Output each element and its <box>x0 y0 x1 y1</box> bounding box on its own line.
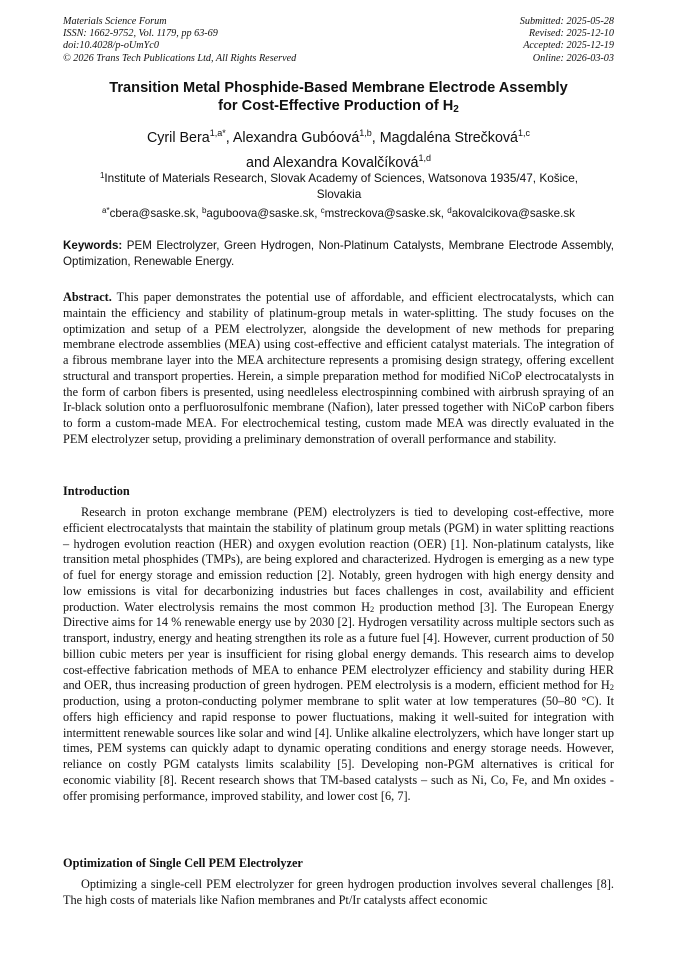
author-sup: 1,a* <box>209 128 226 138</box>
introduction-heading: Introduction <box>63 484 130 498</box>
author-sup: 1,b <box>359 128 372 138</box>
email-address: akovalcikova@saske.sk <box>451 207 575 220</box>
submission-dates <box>520 16 614 65</box>
keywords-text: PEM Electrolyzer, Green Hydrogen, Non-Platinum Catalysts, Membrane Electrode Assembly, Optimization, Renewable Energy. <box>63 239 614 268</box>
affiliation <box>80 168 598 203</box>
affiliation-sup: 1 <box>99 171 105 180</box>
email-sup: c <box>320 206 325 215</box>
title-line-1: Transition Metal Phosphide-Based Membrane Electrode Assembly <box>109 80 568 96</box>
email-sup: a* <box>102 206 110 215</box>
journal-copyright: © 2026 Trans Tech Publications Ltd, All Rights Reserved <box>63 52 297 64</box>
author-line-1 <box>63 123 614 148</box>
date-online: Online: 2026-03-03 <box>532 52 614 64</box>
email-sup: b <box>201 206 207 215</box>
intro-text-part-2: production method [3]. The European Energy Directive aims for 14 % renewable energy use by 2030 [2]. Hydrogen versatility across multiple sectors such as transport, industry, energy and heating strengthen its role as a future fuel [4]. However, current production of 50 billion cubic meters per year is insufficient for rising global energy demands. This research aims to develop cost-effective fabrication methods of MEA to enhance PEM electrolyzer efficiency and stability during HER and OER, thus increasing production of green hydrogen. PEM electrolysis is a modern, efficient method for H <box>63 599 614 693</box>
date-revised: Revised: 2025-12-10 <box>528 28 614 40</box>
affiliation-text: Institute of Materials Research, Slovak Academy of Sciences, Watsonova 1935/47, Košice, Slovakia <box>104 171 579 201</box>
author-emails <box>63 204 614 221</box>
keywords-label: Keywords: <box>63 239 123 252</box>
optimization-paragraph: Optimizing a single-cell PEM electrolyzer for green hydrogen production involves several challenges [8]. The high costs of materials like Nafion membranes and Pt/Ir catalysts affect economic <box>63 877 614 907</box>
email-sup: d <box>447 206 452 215</box>
title-line-2-text: for Cost-Effective Production of H <box>218 97 454 114</box>
author-name: , Alexandra Gubóová <box>225 130 360 146</box>
author-sup: 1,d <box>418 153 431 163</box>
author-name: Cyril Bera <box>146 130 210 146</box>
abstract <box>63 290 614 448</box>
author-sup: 1,c <box>518 128 531 138</box>
journal-name: Materials Science Forum <box>63 16 167 27</box>
title-subscript: 2 <box>453 103 459 115</box>
author-name: , Magdaléna Strečková <box>371 130 519 146</box>
intro-subscript-1: 2 <box>369 603 375 614</box>
intro-subscript-2: 2 <box>609 682 614 693</box>
intro-text-part-3: production, using a proton-conducting polymer membrane to split water at low temperatures (50–80 °C). It offers high efficiency and rapid response to power fluctuations, making it well-suited for integration with intermittent renewable sources like solar and wind [4]. Unlike alkaline electrolyzers, which have longer start up times, PEM systems can quickly adapt to dynamic operating conditions and energy storage needs. However, reliance on costly PGM catalysts limits scalability [5]. Developing non-PGM alternatives is critical for economic viability [8]. Recent research shows that TM-based catalysts – such as Ni, Co, Fe, and Mn oxides - offer promising performance, improved stability, and lower cost [6, 7]. <box>63 694 614 803</box>
title-line-2 <box>63 98 614 119</box>
email-address: mstreckova@saske.sk, <box>324 207 448 220</box>
paper-title <box>63 80 614 118</box>
optimization-heading: Optimization of Single Cell PEM Electrolyzer <box>63 856 303 870</box>
date-submitted: Submitted: 2025-05-28 <box>519 16 614 27</box>
abstract-text: This paper demonstrates the potential use of affordable, and efficient electrocatalysts, which can maintain the efficiency and stability of platinum-group metals in water-splitting. The study focuses on the optimization and setup of a PEM electrolyzer, alongside the development of new methods for preparing membrane electrode assemblies (MEA) using cost-effective and efficient catalyst materials. The integration of a fibrous membrane layer into the MEA architecture represents a promising design strategy, offering excellent structural and transport properties. Herein, a simple preparation method for modified NiCoP electrocatalysts in the form of carbon fibers is presented, using needleless electrospinning combined with airbrush spraying of an Ir-black solution onto a perfluorosulfonic membrane (Nafion), later pressed together with NiCoP carbon fibers to form a custom-made MEA. For electrochemical testing, custom made MEA was directly evaluated in the PEM electrolyzer setup, providing a preliminary demonstration of overall performance and stability. <box>63 290 614 446</box>
journal-doi: doi:10.4028/p-oUmYc0 <box>63 40 159 52</box>
email-address: aguboova@saske.sk, <box>206 207 321 220</box>
introduction-paragraph <box>63 505 614 804</box>
author-list <box>63 123 614 173</box>
journal-header <box>63 16 296 65</box>
abstract-label: Abstract. <box>63 290 112 304</box>
date-accepted: Accepted: 2025-12-19 <box>523 40 614 52</box>
author-name: and Alexandra Kovalčíková <box>246 155 419 171</box>
journal-issn: ISSN: 1662-9752, Vol. 1179, pp 63-69 <box>63 28 218 40</box>
email-address: cbera@saske.sk, <box>109 207 202 220</box>
keywords <box>63 238 614 269</box>
intro-text-part-1: Research in proton exchange membrane (PEM) electrolyzers is tied to developing cost-effective, more efficient electrocatalysts that maintain the stability of platinum group metals (PGM) in water splitting reactions – hydrogen evolution reaction (HER) and oxygen evolution reaction (OER) [1]. Non-platinum catalysts, like transition metal phosphides (TMPs), are being explored and characterized. Hydrogen is emerging as a new type of fuel for energy storage and emission reduction [2]. Notably, green hydrogen with high energy density and low emissions is vital for decarbonizing industries but faces challenges in cost, availability and efficient production. Water electrolysis remains the most common H <box>63 505 614 614</box>
